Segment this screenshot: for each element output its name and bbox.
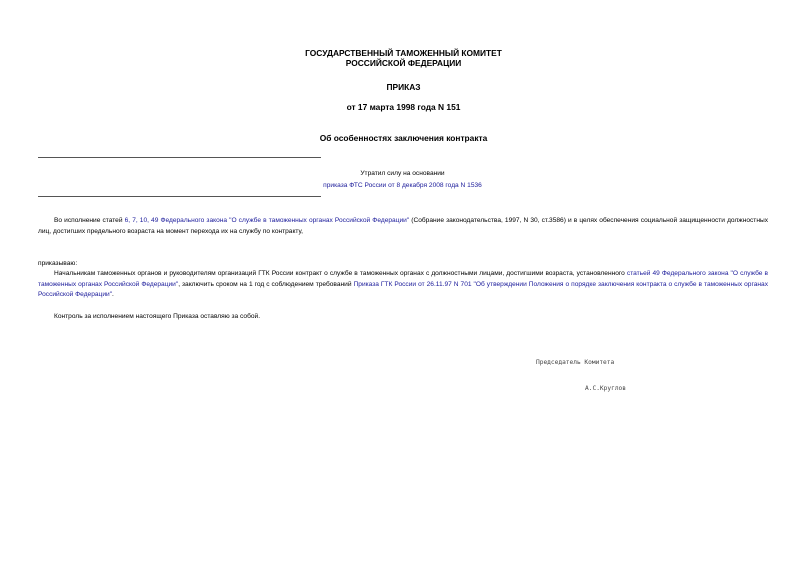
law-articles-link[interactable]: 6, 7, 10, 49 Федерального закона "О службе в таможенных органах Российской Федерации" bbox=[124, 217, 410, 224]
intro-paragraph bbox=[38, 216, 768, 237]
repeal-link[interactable]: приказа ФТС России от 8 декабря 2008 года N 1536 bbox=[323, 182, 482, 189]
signatory-name: А.С.Круглов bbox=[585, 384, 626, 392]
intro-text-2: (Собрание законодательства, 1997, N 30, ст.3586) и в целях обеспечения социальной защищенности должностных лиц, достигших предельного возраста на момент перехода их на службу по контракту, bbox=[38, 217, 769, 235]
document-type: ПРИКАЗ bbox=[386, 82, 421, 92]
control-paragraph: Контроль за исполнением настоящего Приказа оставляю за собой. bbox=[54, 313, 261, 320]
signature-block bbox=[536, 342, 626, 411]
intro-text-1: Во исполнение статей bbox=[54, 217, 125, 224]
org-line-1: ГОСУДАРСТВЕННЫЙ ТАМОЖЕННЫЙ КОМИТЕТ bbox=[305, 48, 502, 58]
order-text-1: Начальникам таможенных органов и руководителям организаций ГТК России контракт о службе в таможенных органах с должностными лицами, достигшими возраста, установленного bbox=[54, 270, 627, 277]
divider-top bbox=[38, 157, 321, 158]
repeal-note: Утратил силу на основании bbox=[360, 170, 445, 177]
order-text-3: . bbox=[112, 291, 114, 299]
order-701-link[interactable]: Приказа ГТК России от 26.11.97 N 701 "Об утверждении Положения о порядке заключения контракта о службе в таможенных органах Российской Федерации" bbox=[38, 280, 768, 299]
article-49-link[interactable]: статьей 49 Федерального закона "О службе в таможенных органах Российской Федерации" bbox=[38, 270, 768, 288]
document-title: Об особенностях заключения контракта bbox=[319, 133, 488, 143]
order-paragraph bbox=[38, 269, 768, 301]
divider-bottom bbox=[38, 196, 321, 197]
org-line-2: РОССИЙСКОЙ ФЕДЕРАЦИИ bbox=[345, 58, 462, 68]
signatory-position: Председатель Комитета bbox=[536, 359, 615, 367]
order-text-2: , заключить сроком на 1 год с соблюдением требований bbox=[178, 280, 354, 288]
issuing-organization bbox=[0, 48, 807, 68]
order-verb: приказываю: bbox=[38, 260, 78, 267]
document-date-number: от 17 марта 1998 года N 151 bbox=[346, 102, 461, 112]
